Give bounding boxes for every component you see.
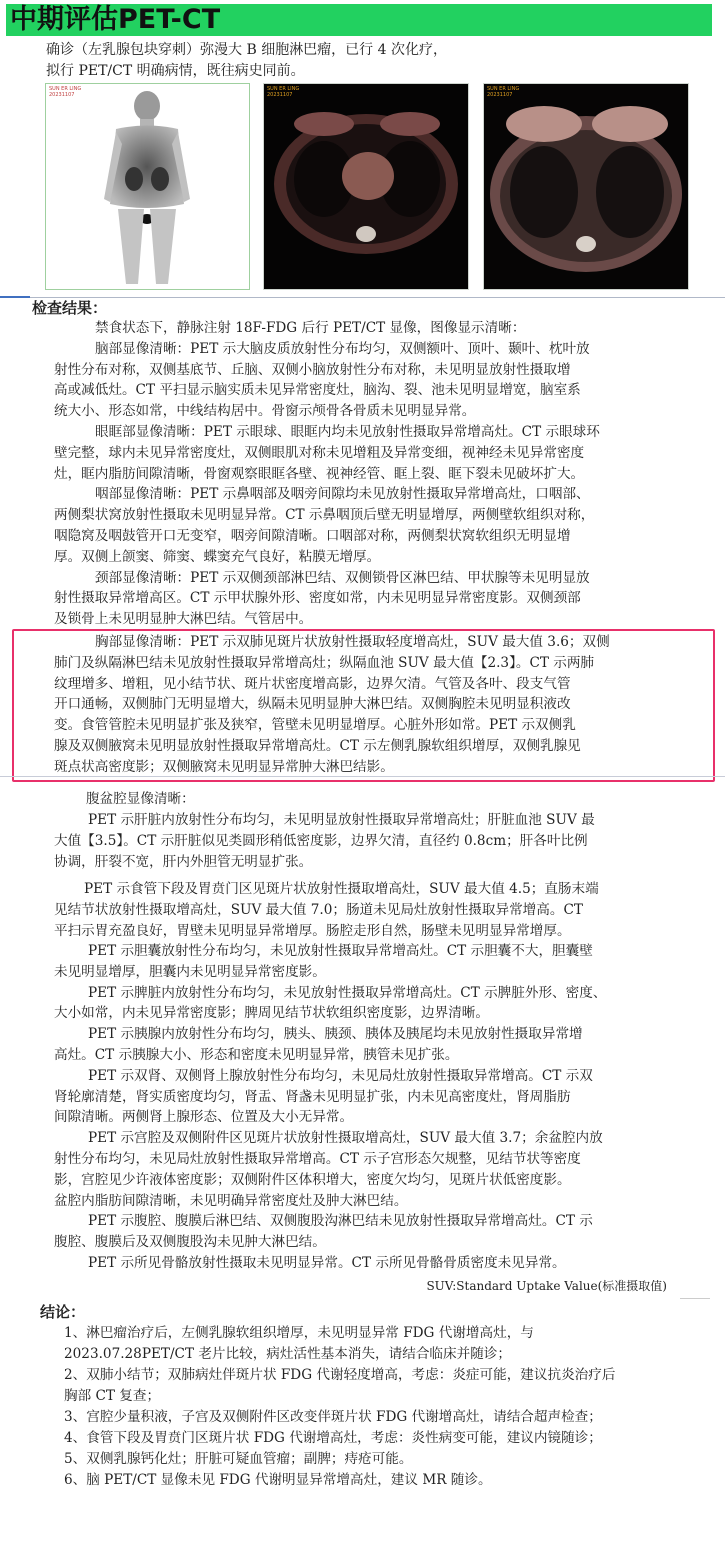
findings-line: 及锁骨上未见明显肿大淋巴结。气管居中。 — [54, 611, 313, 628]
findings-heading: 检查结果： — [32, 299, 108, 317]
abdomen-line: 协调，肝裂不宽，肝内外胆管无明显扩张。 — [54, 853, 313, 870]
conclusion-item: 5、双侧乳腺钙化灶；肝脏可疑血管瘤；副脾；痔疮可能。 — [64, 1451, 413, 1467]
abdomen-line: 高灶。CT 示胰腺大小、形态和密度未见明显异常，胰管未见扩张。 — [54, 1046, 459, 1063]
ct-axial-image-2 — [483, 83, 689, 290]
chest-line: 腺及双侧腋窝未见明显放射性摄取异常增高灶。CT 示左侧乳腺软组织增厚，双侧乳腺见 — [54, 737, 581, 754]
conclusion-item: 胸部 CT 复查； — [64, 1388, 161, 1404]
scan-images — [45, 83, 695, 290]
findings-line: 颈部显像清晰：PET 示双侧颈部淋巴结、双侧锁骨区淋巴结、甲状腺等未见明显放 — [95, 569, 590, 586]
abdomen-line: 大值【3.5】。CT 示肝脏似见类圆形稍低密度影，边界欠清，直径约 0.8cm；肝各叶比例 — [54, 832, 588, 849]
chest-line: 肺门及纵隔淋巴结未见放射性摄取异常增高灶；纵隔血池 SUV 最大值【2.3】。CT 示两肺 — [54, 654, 595, 671]
conclusion-list — [64, 1323, 704, 1491]
abdomen-line: PET 示腹腔、腹膜后淋巴结、双侧腹股沟淋巴结未见放射性摄取异常增高灶。CT 示 — [88, 1213, 593, 1230]
intro-text — [46, 40, 706, 82]
conclusion-item: 2023.07.28PET/CT 老片比较，病灶活性基本消失，请结合临床并随诊； — [64, 1346, 511, 1362]
findings-line: 灶，眶内脂肪间隙清晰，骨窗观察眼眶各壁、视神经管、眶上裂、眶下裂未见破坏扩大。 — [54, 465, 585, 482]
image-label: SUN ER LING 20231107 — [49, 86, 82, 98]
abdomen-line: PET 示肝脏内放射性分布均匀，未见明显放射性摄取异常增高灶；肝脏血池 SUV 最 — [88, 812, 595, 828]
chest-line: 纹理增多、增粗，见小结节状、斑片状密度增高影，边界欠清。气管及各叶、段支气管 — [54, 675, 571, 692]
abdomen-line: PET 示胰腺内放射性分布均匀，胰头、胰颈、胰体及胰尾均未见放射性摄取异常增 — [88, 1026, 583, 1043]
ct-axial-image-1 — [263, 83, 469, 290]
findings-line: 禁食状态下，静脉注射 18F-FDG 后行 PET/CT 显像，图像显示清晰： — [95, 320, 526, 336]
abdomen-line: PET 示食管下段及胃贲门区见斑片状放射性摄取增高灶，SUV 最大值 4.5；直肠末端 — [84, 881, 599, 898]
abdomen-line: 腹腔、腹膜后及双侧腹股沟未见肿大淋巴结。 — [54, 1234, 326, 1251]
divider — [30, 297, 725, 298]
abdomen-line: PET 示胆囊放射性分布均匀，未见放射性摄取异常增高灶。CT 示胆囊不大，胆囊壁 — [88, 943, 593, 959]
conclusion-item: 1、淋巴瘤治疗后，左侧乳腺软组织增厚，未见明显异常 FDG 代谢增高灶，与 — [64, 1325, 534, 1341]
conclusion-heading: 结论： — [40, 1303, 86, 1321]
findings-line: 统大小、形态如常，中线结构居中。骨窗示颅骨各骨质未见明显异常。 — [54, 403, 476, 420]
divider — [0, 776, 725, 777]
suv-footnote: SUV:Standard Uptake Value(标准摄取值) — [426, 1279, 667, 1293]
chest-line: 变。食管管腔未见明显扩张及狭窄，管壁未见明显增厚。心脏外形如常。PET 示双侧乳 — [54, 717, 576, 734]
findings-line: 射性摄取异常增高区。CT 示甲状腺外形、密度如常，内未见明显异常密度影。双侧颈部 — [54, 590, 581, 607]
divider — [680, 1298, 710, 1299]
abdomen-line: 盆腔内脂肪间隙清晰，未见明确异常密度灶及肿大淋巴结。 — [54, 1192, 408, 1209]
findings-line: 眼眶部显像清晰：PET 示眼球、眼眶内均未见放射性摄取异常增高灶。CT 示眼球环 — [95, 423, 600, 440]
pet-mip-image — [45, 83, 250, 290]
abdomen-line: PET 示所见骨骼放射性摄取未见明显异常。CT 示所见骨骼骨质密度未见异常。 — [88, 1254, 566, 1271]
image-label: SUN ER LING 20231107 — [487, 86, 520, 98]
conclusion-item: 2、双肺小结节；双肺病灶伴斑片状 FDG 代谢轻度增高，考虑：炎症可能，建议抗炎治疗后 — [64, 1367, 616, 1383]
abdomen-line: 肾轮廓清楚，肾实质密度均匀，肾盂、肾盏未见明显扩张，内未见高密度灶，肾周脂肪 — [54, 1088, 571, 1105]
conclusion-item: 4、食管下段及胃贲门区斑片状 FDG 代谢增高灶，考虑：炎性病变可能，建议内镜随诊； — [64, 1430, 602, 1446]
chest-line: 胸部显像清晰：PET 示双肺见斑片状放射性摄取轻度增高灶，SUV 最大值 3.6；双侧 — [95, 634, 610, 650]
abdomen-line: 间隙清晰。两侧肾上腺形态、位置及大小无异常。 — [54, 1109, 354, 1126]
abdomen-text-1 — [54, 810, 714, 942]
title-bar — [6, 4, 712, 36]
findings-line: 咽部显像清晰：PET 示鼻咽部及咽旁间隙均未见放射性摄取异常增高灶，口咽部、 — [95, 486, 590, 503]
findings-text — [54, 318, 714, 630]
findings-line: 高或减低灶。CT 平扫显示脑实质未见异常密度灶，脑沟、裂、池未见明显增宽，脑室系 — [54, 382, 581, 399]
abdomen-line: 影，宫腔见少许液体密度影；双侧附件区体积增大，密度欠均匀，见斑片状低密度影。 — [54, 1171, 571, 1188]
findings-line: 脑部显像清晰：PET 示大脑皮质放射性分布均匀，双侧额叶、顶叶、颞叶、枕叶放 — [95, 340, 590, 357]
abdomen-line: 见结节状放射性摄取增高灶，SUV 最大值 7.0；肠道未见局灶放射性摄取异常增高。CT — [54, 902, 583, 919]
abdomen-line: 平扫示胃充盈良好，胃壁未见明显异常增厚。肠腔走形自然，肠壁未见明显异常增厚。 — [54, 922, 571, 939]
intro-line: 拟行 PET/CT 明确病情，既往病史同前。 — [46, 63, 305, 79]
conclusion-item: 6、脑 PET/CT 显像未见 FDG 代谢明显异常增高灶，建议 MR 随诊。 — [64, 1472, 492, 1488]
intro-line: 确诊（左乳腺包块穿刺）弥漫大 B 细胞淋巴瘤，已行 4 次化疗， — [46, 42, 447, 58]
abdomen-line: 大小如常，内未见异常密度影；脾周见结节状软组织密度影，边界清晰。 — [54, 1005, 489, 1022]
chest-line: 开口通畅，双侧肺门无明显增大，纵隔未见明显肿大淋巴结。双侧胸腔未见明显积液改 — [54, 696, 571, 713]
chest-findings — [54, 632, 709, 778]
findings-line: 厚。双侧上颌窦、筛窦、蝶窦充气良好，粘膜无增厚。 — [54, 548, 381, 565]
chest-line: 斑点状高密度影；双侧腋窝未见明显异常肿大淋巴结影。 — [54, 758, 394, 775]
conclusion-item: 3、宫腔少量积液，子宫及双侧附件区改变伴斑片状 FDG 代谢增高灶，请结合超声检查； — [64, 1409, 602, 1425]
abdomen-line: PET 示双肾、双侧肾上腺放射性分布均匀，未见局灶放射性摄取异常增高。CT 示双 — [88, 1067, 593, 1084]
abdomen-line: PET 示宫腔及双侧附件区见斑片状放射性摄取增高灶，SUV 最大值 3.7；余盆腔内放 — [88, 1130, 603, 1147]
abdomen-text-2 — [54, 941, 714, 1274]
findings-line: 两侧梨状窝放射性摄取未见明显异常。CT 示鼻咽顶后壁无明显增厚，两侧壁软组织对称， — [54, 507, 595, 524]
findings-line: 壁完整，球内未见异常密度灶，双侧眼肌对称未见增粗及异常变细，视神经未见异常密度 — [54, 444, 585, 461]
findings-line: 咽隐窝及咽鼓管开口无变窄，咽旁间隙清晰。口咽部对称，两侧梨状窝软组织无明显增 — [54, 527, 571, 544]
findings-line: 射性分布对称，双侧基底节、丘脑、双侧小脑放射性分布对称，未见明显放射性摄取增 — [54, 361, 571, 378]
abdomen-line: 未见明显增厚，胆囊内未见明显异常密度影。 — [54, 963, 326, 980]
page-title: 中期评估PET-CT — [10, 4, 221, 35]
abdomen-line: PET 示脾脏内放射性分布均匀，未见放射性摄取异常增高灶。CT 示脾脏外形、密度、 — [88, 984, 607, 1001]
abdomen-heading: 腹盆腔显像清晰： — [86, 791, 195, 807]
image-label: SUN ER LING 20231107 — [267, 86, 300, 98]
abdomen-line: 射性分布均匀，未见局灶放射性摄取异常增高。CT 示子宫形态欠规整，见结节状等密度 — [54, 1150, 581, 1167]
divider — [0, 296, 30, 298]
